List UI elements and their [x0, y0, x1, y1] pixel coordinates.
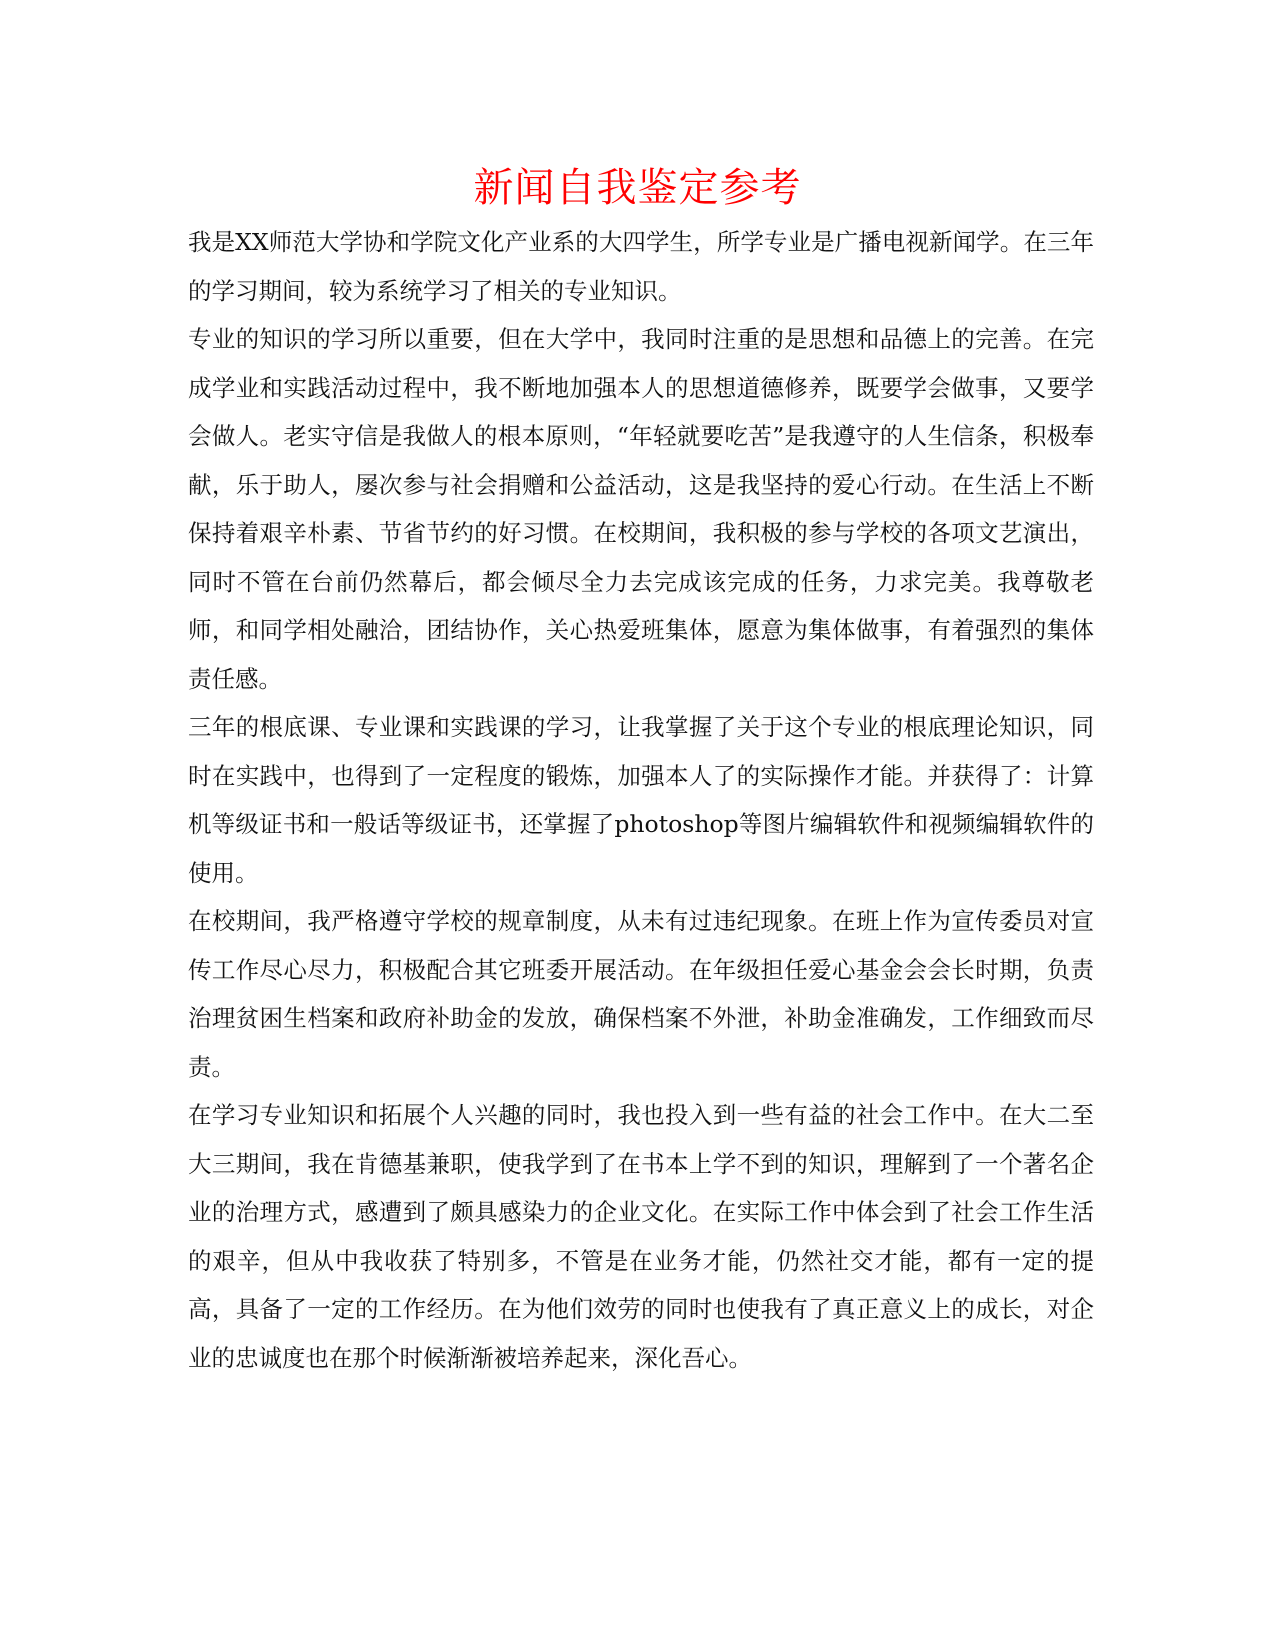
paragraph-1: 我是XX师范大学协和学院文化产业系的大四学生，所学专业是广播电视新闻学。在三年的学习期间，较为系统学习了相关的专业知识。	[188, 228, 1094, 305]
paragraph-3: 三年的根底课、专业课和实践课的学习，让我掌握了关于这个专业的根底理论知识，同时在实践中，也得到了一定程度的锻炼，加强本人了的实际操作才能。并获得了：计算机等级证书和一般话等级证书，还掌握了photoshop等图片编辑软件和视频编辑软件的使用。	[188, 713, 1094, 887]
document-body	[188, 218, 1094, 1382]
document-title: 新闻自我鉴定参考	[473, 165, 802, 211]
paragraph-4: 在校期间，我严格遵守学校的规章制度，从未有过违纪现象。在班上作为宣传委员对宣传工作尽心尽力，积极配合其它班委开展活动。在年级担任爱心基金会会长时期，负责治理贫困生档案和政府补助金的发放，确保档案不外泄，补助金准确发，工作细致而尽责。	[188, 907, 1094, 1081]
paragraph-5: 在学习专业知识和拓展个人兴趣的同时，我也投入到一些有益的社会工作中。在大二至大三期间，我在肯德基兼职，使我学到了在书本上学不到的知识，理解到了一个著名企业的治理方式，感遭到了颇具感染力的企业文化。在实际工作中体会到了社会工作生活的艰辛，但从中我收获了特别多，不管是在业务才能，仍然社交才能，都有一定的提高，具备了一定的工作经历。在为他们效劳的同时也使我有了真正意义上的成长，对企业的忠诚度也在那个时候渐渐被培养起来，深化吾心。	[188, 1101, 1094, 1372]
paragraph-2: 专业的知识的学习所以重要，但在大学中，我同时注重的是思想和品德上的完善。在完成学业和实践活动过程中，我不断地加强本人的思想道德修养，既要学会做事，又要学会做人。老实守信是我做人的根本原则，“年轻就要吃苦”是我遵守的人生信条，积极奉献，乐于助人，屡次参与社会捐赠和公益活动，这是我坚持的爱心行动。在生活上不断保持着艰辛朴素、节省节约的好习惯。在校期间，我积极的参与学校的各项文艺演出，同时不管在台前仍然幕后，都会倾尽全力去完成该完成的任务，力求完美。我尊敬老师，和同学相处融洽，团结协作，关心热爱班集体，愿意为集体做事，有着强烈的集体责任感。	[188, 325, 1094, 693]
